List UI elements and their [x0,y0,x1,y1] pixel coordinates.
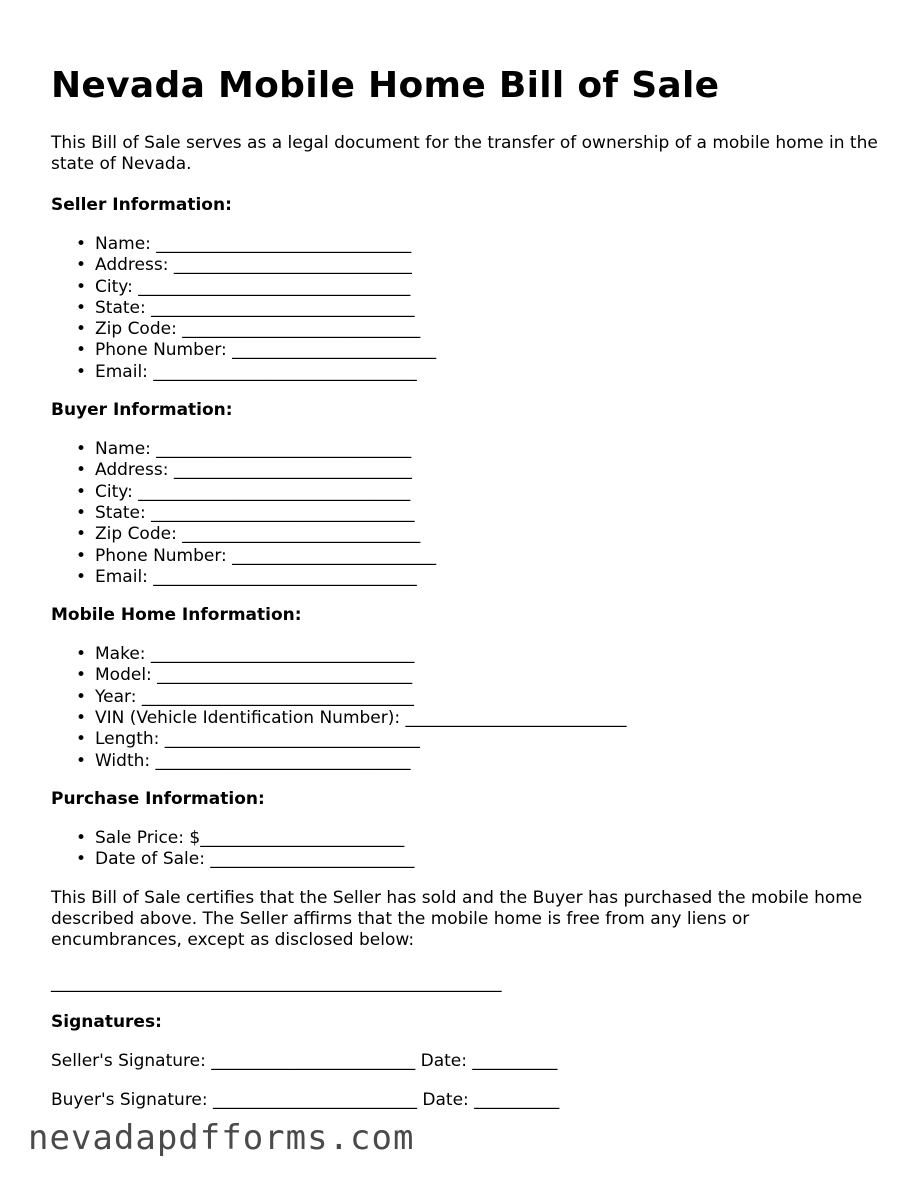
mobile-home-field-list [51,644,881,772]
seller-phone-field[interactable]: • Phone Number: ________________________ [76,340,437,361]
bullet-icon: • [76,729,87,750]
bullet-icon: • [76,276,87,297]
bullet-icon: • [76,439,87,460]
bullet-icon: • [76,750,87,771]
certification-paragraph: This Bill of Sale certifies that the Seller has sold and the Buyer has purchased the mobile home described above. The Seller affirms that the mobile home is free from any liens or encumbrances, except as disclosed below: [51,887,863,950]
bullet-icon: • [76,665,87,686]
bullet-icon: • [76,524,87,545]
seller-email-field[interactable]: • Email: _______________________________ [76,361,417,382]
bullet-icon: • [76,255,87,276]
seller-city-field[interactable]: • City: ________________________________ [76,276,411,297]
width-field[interactable]: • Width: ______________________________ [76,750,411,771]
buyer-email-field[interactable]: • Email: _______________________________ [76,566,417,587]
bullet-icon: • [76,340,87,361]
sale-price-field[interactable]: • Sale Price: $________________________ [76,827,405,848]
document-title: Nevada Mobile Home Bill of Sale [51,65,720,106]
year-field[interactable]: • Year: ________________________________ [76,686,414,707]
watermark: nevadapdfforms.com [28,1118,415,1158]
intro-paragraph: This Bill of Sale serves as a legal document for the transfer of ownership of a mobile home in the state of Nevada. [51,133,878,174]
purchase-section-heading: Purchase Information: [51,788,265,809]
bullet-icon: • [76,502,87,523]
seller-field-list [51,234,881,383]
bullet-icon: • [76,460,87,481]
buyer-signature-line[interactable]: Buyer's Signature: ________________________ Date: __________ [51,1089,560,1110]
disclosure-line[interactable]: _____________________________________________________ [51,972,502,993]
purchase-field-list [51,828,881,871]
bullet-icon: • [76,297,87,318]
date-of-sale-field[interactable]: • Date of Sale: ________________________ [76,849,415,870]
seller-zip-field[interactable]: • Zip Code: ____________________________ [76,319,421,340]
bullet-icon: • [76,686,87,707]
buyer-city-field[interactable]: • City: ________________________________ [76,481,411,502]
bullet-icon: • [76,708,87,729]
buyer-field-list [51,439,881,588]
buyer-zip-field[interactable]: • Zip Code: ____________________________ [76,524,421,545]
bullet-icon: • [76,644,87,665]
buyer-state-field[interactable]: • State: _______________________________ [76,502,415,523]
seller-signature-line[interactable]: Seller's Signature: ________________________ Date: __________ [51,1050,558,1071]
bullet-icon: • [76,566,87,587]
seller-section-heading: Seller Information: [51,195,232,215]
seller-address-field[interactable]: • Address: ____________________________ [76,255,412,276]
bullet-icon: • [76,234,87,254]
buyer-name-field[interactable]: • Name: ______________________________ [76,439,412,460]
bullet-icon: • [76,361,87,382]
bullet-icon: • [76,481,87,502]
buyer-section-heading: Buyer Information: [51,400,233,421]
make-field[interactable]: • Make: _______________________________ [76,644,415,665]
mobile-home-section-heading: Mobile Home Information: [51,605,302,626]
model-field[interactable]: • Model: ______________________________ [76,665,413,686]
bullet-icon: • [76,319,87,340]
signatures-section-heading: Signatures: [51,1011,162,1032]
buyer-phone-field[interactable]: • Phone Number: ________________________ [76,545,437,566]
buyer-address-field[interactable]: • Address: ____________________________ [76,460,412,481]
seller-name-field[interactable]: • Name: ______________________________ [76,234,412,254]
length-field[interactable]: • Length: ______________________________ [76,729,420,750]
vin-field[interactable]: • VIN (Vehicle Identification Number): __________________________ [76,708,627,729]
bullet-icon: • [76,545,87,566]
bullet-icon: • [76,849,87,870]
bullet-icon: • [76,827,87,848]
seller-state-field[interactable]: • State: _______________________________ [76,297,415,318]
document-page [51,60,881,1129]
